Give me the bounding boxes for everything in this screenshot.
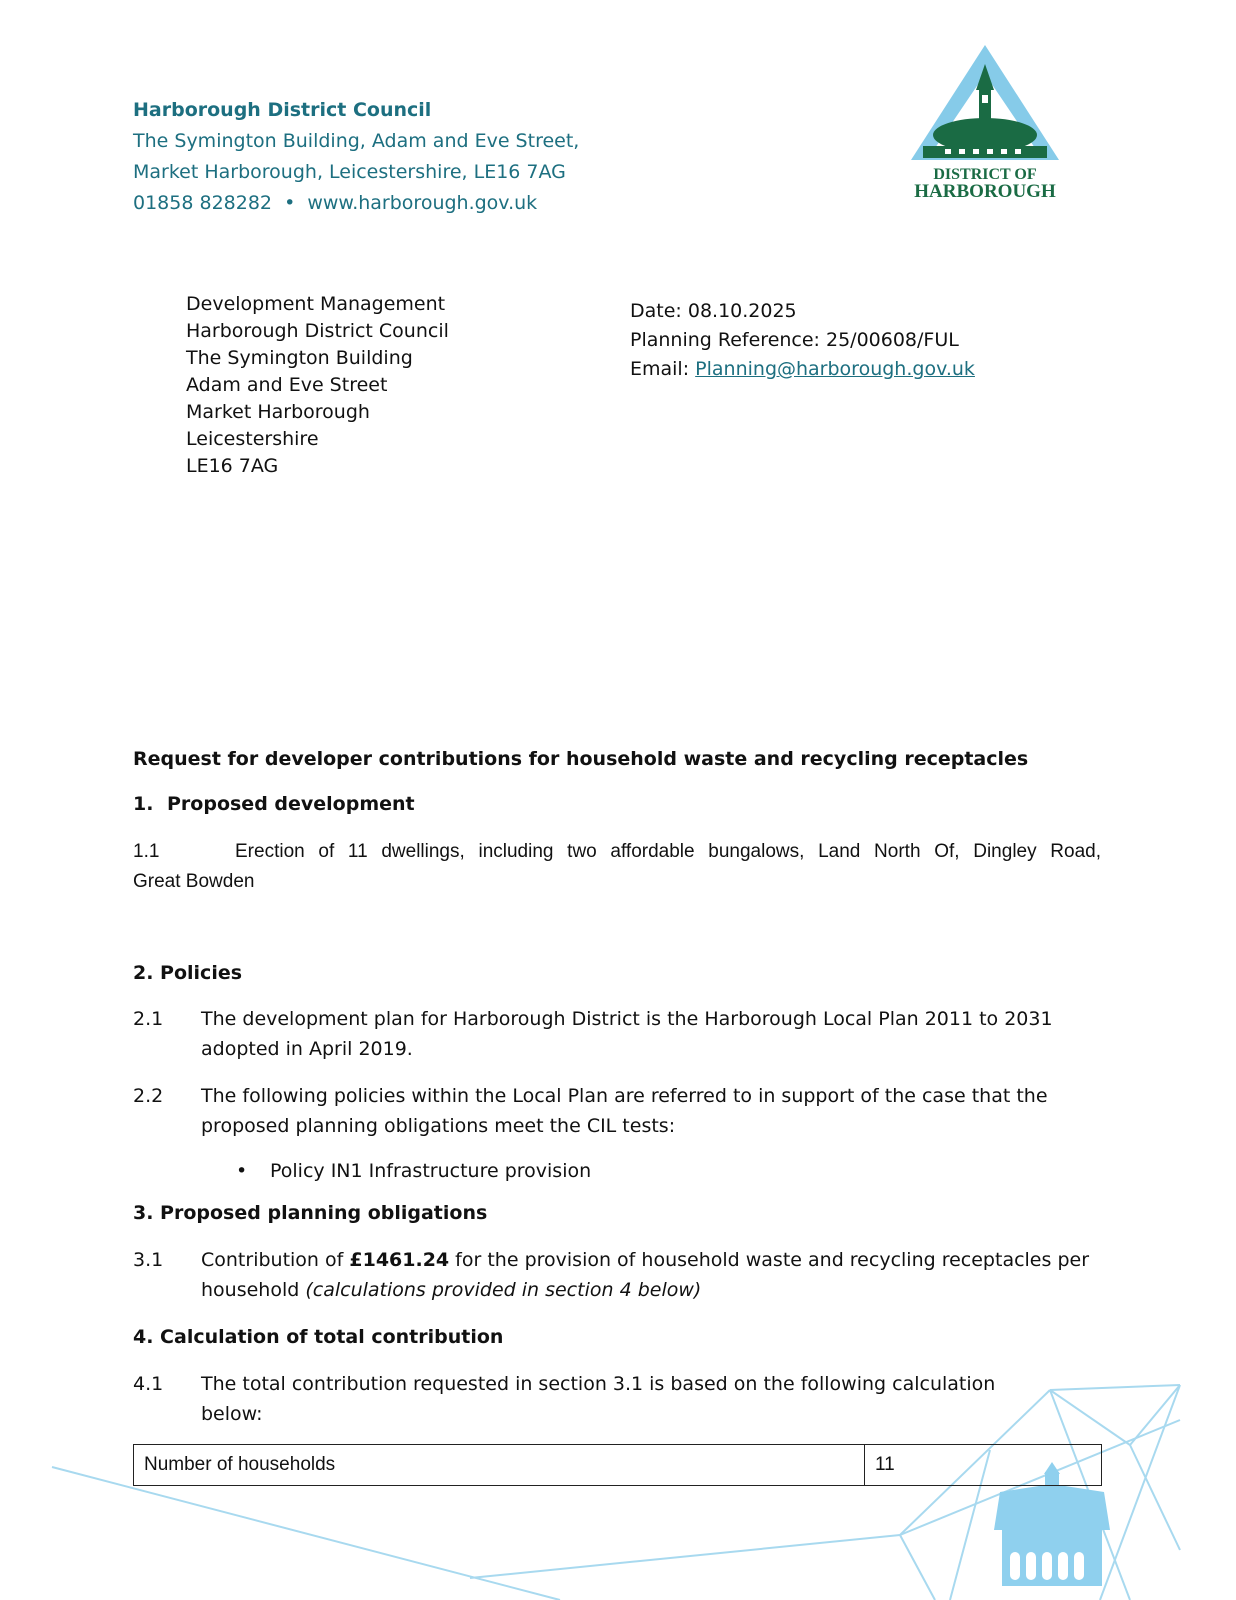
paragraph-text-line-1: The development plan for Harborough District is the Harborough Local Plan 2011 to 2031 bbox=[201, 1008, 1053, 1030]
table-cell-value: 11 bbox=[865, 1445, 1102, 1486]
paragraph-text-line-2: adopted in April 2019. bbox=[201, 1038, 413, 1060]
district-logo bbox=[905, 42, 1065, 202]
paragraph-3-1 bbox=[133, 1245, 1089, 1305]
paragraph-number: 2.2 bbox=[133, 1085, 164, 1107]
section-1-number: 1. bbox=[133, 793, 154, 815]
bullet-icon: • bbox=[236, 1160, 248, 1182]
council-address-line-1: The Symington Building, Adam and Eve Street, bbox=[133, 130, 580, 152]
paragraph-text-line-1: The total contribution requested in section 3.1 is based on the following calculation bbox=[201, 1373, 996, 1395]
paragraph-2-1 bbox=[133, 1004, 1053, 1064]
paragraph-line-2 bbox=[133, 1275, 1089, 1305]
paragraph-text-line-2: Great Bowden bbox=[133, 871, 255, 892]
paragraph-text-post: for the provision of household waste and recycling receptacles per bbox=[449, 1249, 1089, 1271]
paragraph-1-1 bbox=[133, 837, 1101, 897]
paragraph-number: 4.1 bbox=[133, 1373, 164, 1395]
paragraph-number: 3.1 bbox=[133, 1249, 164, 1271]
paragraph-number: 2.1 bbox=[133, 1008, 164, 1030]
paragraph-text-line-2: household bbox=[201, 1279, 306, 1301]
recipient-line: Adam and Eve Street bbox=[186, 374, 388, 396]
paragraph-text-line-1: Erection of 11 dwellings, including two affordable bungalows, Land North Of, Dingley Road, bbox=[235, 841, 1101, 862]
separator-dot: • bbox=[284, 192, 296, 214]
planning-reference: Planning Reference: 25/00608/FUL bbox=[630, 329, 959, 351]
council-phone: 01858 828282 bbox=[133, 192, 273, 214]
paragraph-italic-note: (calculations provided in section 4 below) bbox=[305, 1279, 702, 1301]
email-line bbox=[630, 355, 975, 384]
council-name: Harborough District Council bbox=[133, 99, 432, 121]
recipient-line: Market Harborough bbox=[186, 401, 370, 423]
letter-date: Date: 08.10.2025 bbox=[630, 300, 797, 322]
recipient-line: Leicestershire bbox=[186, 428, 319, 450]
recipient-address bbox=[186, 291, 449, 480]
paragraph-text-line-1: The following policies within the Local Plan are referred to in support of the case that the bbox=[201, 1085, 1048, 1107]
recipient-line: The Symington Building bbox=[186, 347, 413, 369]
section-1-heading bbox=[133, 793, 415, 815]
district-logo-icon bbox=[905, 42, 1065, 202]
recipient-line: Harborough District Council bbox=[186, 320, 449, 342]
letterhead bbox=[133, 95, 579, 219]
recipient-line: LE16 7AG bbox=[186, 455, 279, 477]
calculation-table bbox=[133, 1444, 1102, 1486]
contribution-amount: £1461.24 bbox=[349, 1249, 450, 1271]
paragraph-2-2 bbox=[133, 1081, 1048, 1141]
email-label: Email: bbox=[630, 358, 696, 380]
section-4-heading: 4. Calculation of total contribution bbox=[133, 1326, 504, 1348]
table-cell-label: Number of households bbox=[134, 1445, 865, 1486]
policy-name: Policy IN1 Infrastructure provision bbox=[270, 1160, 592, 1182]
council-website[interactable]: www.harborough.gov.uk bbox=[307, 192, 538, 214]
paragraph-text-pre: Contribution of bbox=[201, 1249, 350, 1271]
letter-meta bbox=[630, 297, 975, 384]
policy-bullet-item bbox=[236, 1156, 591, 1186]
council-address-line-2: Market Harborough, Leicestershire, LE16 7AG bbox=[133, 161, 566, 183]
paragraph-text-line-2: proposed planning obligations meet the CIL tests: bbox=[201, 1115, 676, 1137]
email-link[interactable]: Planning@harborough.gov.uk bbox=[695, 358, 975, 380]
paragraph-number: 1.1 bbox=[133, 841, 160, 862]
council-contact bbox=[133, 188, 579, 219]
document-title: Request for developer contributions for household waste and recycling receptacles bbox=[133, 748, 1029, 770]
table-row bbox=[134, 1445, 1102, 1486]
section-3-heading: 3. Proposed planning obligations bbox=[133, 1202, 488, 1224]
section-1-title: Proposed development bbox=[167, 793, 415, 815]
paragraph-text-line-2: below: bbox=[201, 1403, 263, 1425]
logo-line-2: HARBOROUGH bbox=[914, 181, 1056, 202]
paragraph-4-1 bbox=[133, 1369, 995, 1429]
recipient-line: Development Management bbox=[186, 293, 446, 315]
logo-line-1: DISTRICT OF bbox=[933, 166, 1037, 183]
section-2-heading: 2. Policies bbox=[133, 962, 243, 984]
